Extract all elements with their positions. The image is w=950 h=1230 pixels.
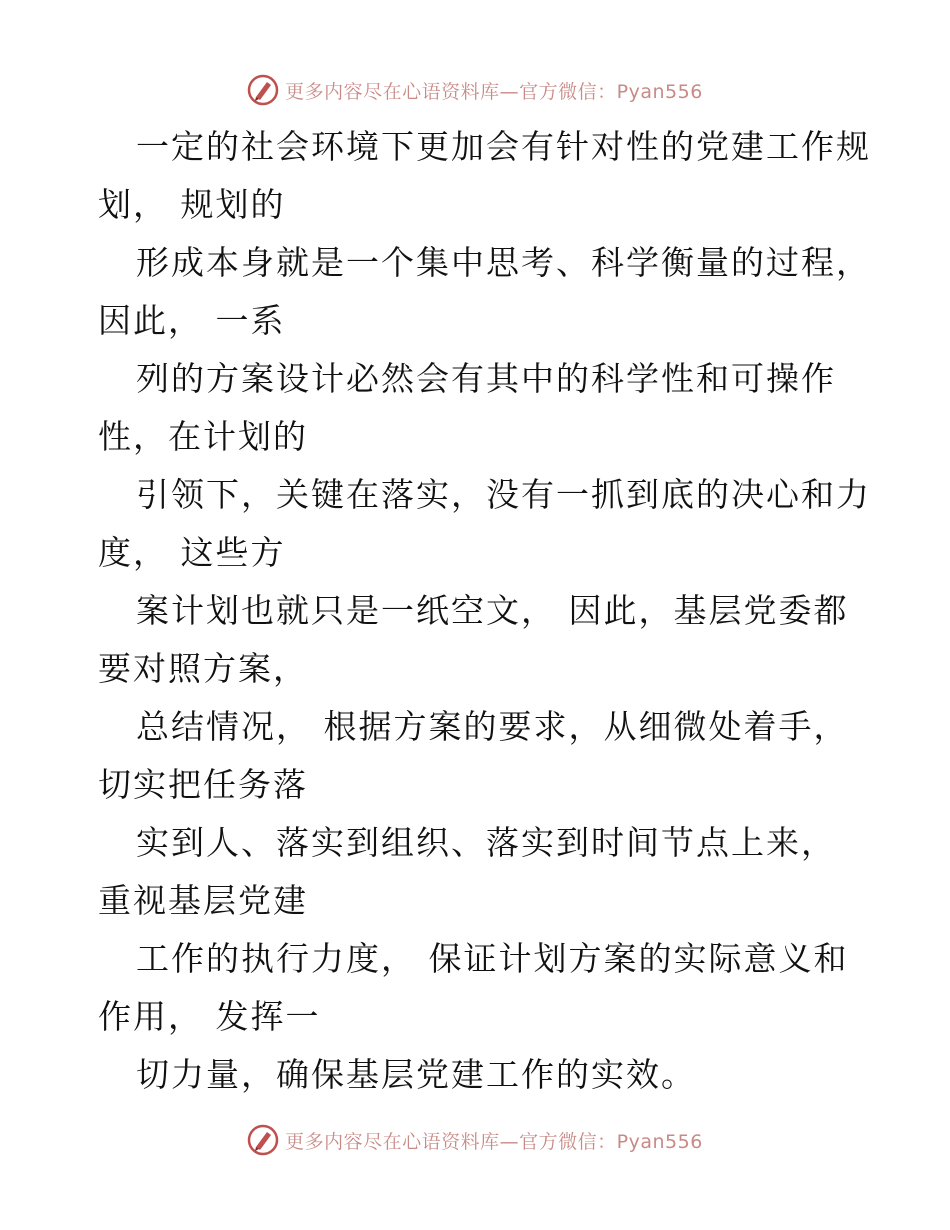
body-line: 性，在计划的 <box>98 417 308 456</box>
footer-banner-text: 更多内容尽在心语资料库—官方微信：Pyan556 <box>285 1130 703 1153</box>
body-line: 因此， 一系 <box>98 301 286 340</box>
body-line: 切力量，确保基层党建工作的实效。 <box>136 1055 696 1094</box>
footer-banner <box>0 1120 950 1160</box>
body-line: 重视基层党建 <box>98 881 308 920</box>
body-line: 一定的社会环境下更加会有针对性的党建工作规 <box>136 127 871 166</box>
header-banner <box>0 70 950 110</box>
body-line: 度， 这些方 <box>98 533 286 572</box>
body-line: 形成本身就是一个集中思考、科学衡量的过程， <box>136 243 871 282</box>
header-banner-text: 更多内容尽在心语资料库—官方微信：Pyan556 <box>285 80 703 103</box>
pen-logo-icon <box>247 74 279 106</box>
header-banner-inner <box>247 74 703 106</box>
body-line: 作用， 发挥一 <box>98 997 321 1036</box>
body-line: 划， 规划的 <box>98 185 286 224</box>
body-line: 实到人、落实到组织、落实到时间节点上来， <box>136 823 836 862</box>
body-line: 列的方案设计必然会有其中的科学性和可操作 <box>136 359 836 398</box>
body-line: 引领下，关键在落实，没有一抓到底的决心和力 <box>136 475 871 514</box>
footer-banner-inner <box>247 1124 703 1156</box>
body-line: 切实把任务落 <box>98 765 308 804</box>
body-line: 总结情况， 根据方案的要求，从细微处着手， <box>136 707 849 746</box>
body-line: 案计划也就只是一纸空文， 因此，基层党委都 <box>136 591 849 630</box>
body-line: 要对照方案， <box>98 649 308 688</box>
pen-logo-icon <box>247 1124 279 1156</box>
body-line: 工作的执行力度， 保证计划方案的实际意义和 <box>136 939 849 978</box>
